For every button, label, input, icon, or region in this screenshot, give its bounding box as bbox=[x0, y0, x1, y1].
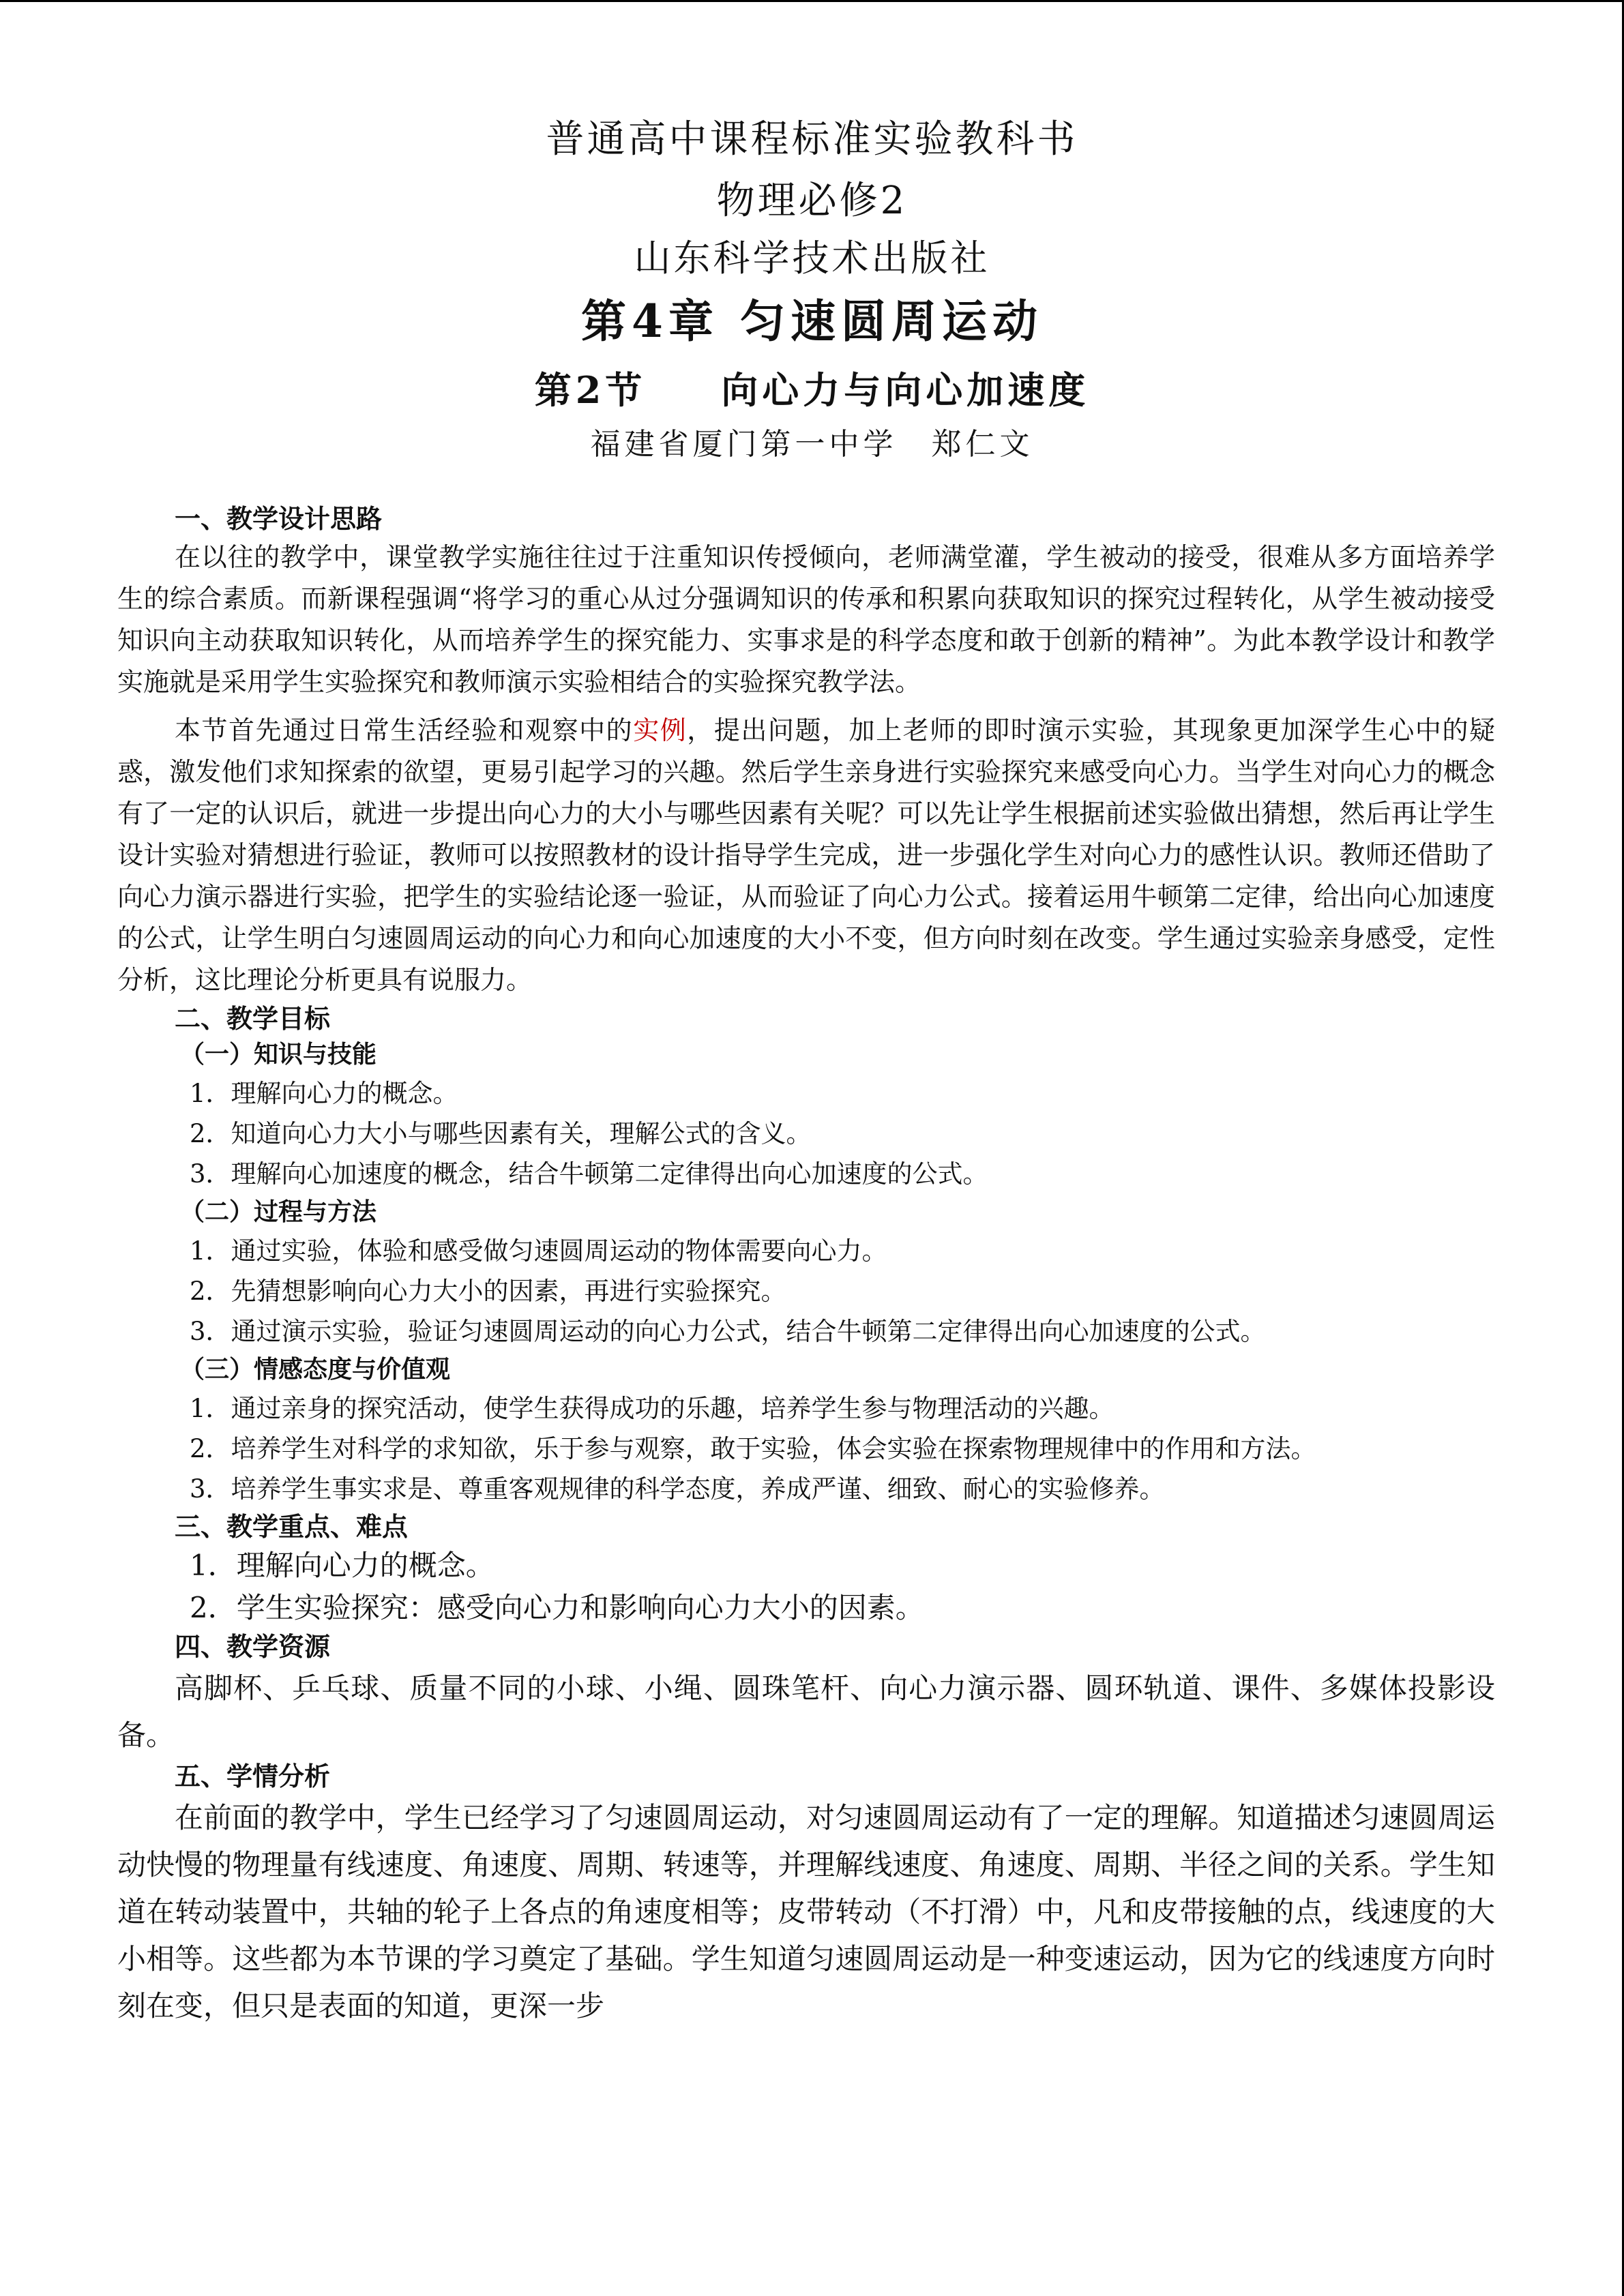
section-title-line bbox=[0, 361, 1624, 414]
publisher: 山东科学技术出版社 bbox=[634, 237, 990, 280]
author-school: 福建省厦门第一中学 bbox=[590, 427, 898, 462]
series-title: 普通高中课程标准实验教科书 bbox=[546, 117, 1078, 162]
learner-analysis-paragraph: 在前面的教学中，学生已经学习了匀速圆周运动，对匀速圆周运动有了一定的理解。知道描述匀速圆周运动快慢的物理量有线速度、角速度、周期、转速等，并理解线速度、角速度、周期、半径之间的关系。学生知道在转动装置中，共轴的轮子上各点的角速度相等；皮带转动（不打滑）中，凡和皮带接触的点，线速度的大小相等。这些都为本节课的学习奠定了基础。学生知道匀速圆周运动是一种变速运动，因为它的线速度方向时刻在变，但只是表面的知道，更深一步 bbox=[117, 1801, 1495, 2023]
heading-key-points: 三、教学重点、难点 bbox=[175, 1512, 409, 1542]
design-idea-paragraph-1: 在以往的教学中，课堂教学实施往往过于注重知识传授倾向，老师满堂灌，学生被动的接受，很难从多方面培养学生的综合素质。而新课程强调“将学习的重心从过分强调知识的传承和积累向获取知识的探究过程转化，从学生被动接受知识向主动获取知识转化，从而培养学生的探究能力、实事求是的科学态度和敢于创新的精神”。为此本教学设计和教学实施就是采用学生实验探究和教师演示实验相结合的实验探究教学法。 bbox=[117, 542, 1495, 697]
section-number: 第2节 bbox=[534, 368, 647, 412]
author-line bbox=[0, 419, 1624, 463]
heading-objectives: 二、教学目标 bbox=[175, 1004, 331, 1034]
document-body bbox=[117, 501, 1495, 2029]
subheading-process: （二）过程与方法 bbox=[180, 1198, 377, 1226]
list-item: 1．通过亲身的探究活动，使学生获得成功的乐趣，培养学生参与物理活动的兴趣。 bbox=[190, 1394, 1114, 1423]
book-title: 物理必修2 bbox=[716, 179, 908, 223]
list-item: 1．理解向心力的概念。 bbox=[190, 1549, 494, 1582]
heading-learner-analysis: 五、学情分析 bbox=[175, 1761, 331, 1791]
list-item: 3．理解向心加速度的概念，结合牛顿第二定律得出向心加速度的公式。 bbox=[190, 1159, 988, 1189]
list-item: 2．知道向心力大小与哪些因素有关，理解公式的含义。 bbox=[190, 1119, 812, 1148]
heading-resources: 四、教学资源 bbox=[175, 1632, 331, 1662]
subheading-attitude: （三）情感态度与价值观 bbox=[180, 1356, 451, 1384]
heading-design-idea: 一、教学设计思路 bbox=[175, 504, 383, 534]
subheading-knowledge: （一）知识与技能 bbox=[180, 1041, 377, 1069]
chapter-title: 第4章 匀速圆周运动 bbox=[581, 295, 1043, 348]
paragraph-text: ，提出问题，加上老师的即时演示实验，其现象更加深学生心中的疑惑，激发他们求知探索的欲望，更易引起学习的兴趣。然后学生亲身进行实验探究来感受向心力。当学生对向心力的概念有了一定的认识后，就进一步提出向心力的大小与哪些因素有关呢？可以先让学生根据前述实验做出猜想，然后再让学生设计实验对猜想进行验证，教师可以按照教材的设计指导学生完成，进一步强化学生对向心力的感性认识。教师还借助了向心力演示器进行实验，把学生的实验结论逐一验证，从而验证了向心力公式。接着运用牛顿第二定律，给出向心加速度的公式，让学生明白匀速圆周运动的向心力和向心加速度的大小不变，但方向时刻在改变。学生通过实验亲身感受，定性分析，这比理论分析更具有说服力。 bbox=[117, 715, 1495, 995]
section-title: 向心力与向心加速度 bbox=[721, 368, 1090, 412]
list-item: 3．通过演示实验，验证匀速圆周运动的向心力公式，结合牛顿第二定律得出向心加速度的公式。 bbox=[190, 1317, 1266, 1346]
list-item: 2．先猜想影响向心力大小的因素，再进行实验探究。 bbox=[190, 1277, 786, 1306]
page-border-top bbox=[0, 0, 1624, 2]
design-idea-paragraph-2 bbox=[117, 710, 1495, 1001]
list-item: 1．通过实验，体验和感受做匀速圆周运动的物体需要向心力。 bbox=[190, 1236, 887, 1266]
list-item: 2．培养学生对科学的求知欲，乐于参与观察，敢于实验，体会实验在探索物理规律中的作用和方法。 bbox=[190, 1434, 1316, 1463]
resources-paragraph: 高脚杯、乒乓球、质量不同的小球、小绳、圆珠笔杆、向心力演示器、圆环轨道、课件、多媒体投影设备。 bbox=[117, 1671, 1495, 1752]
author-name: 郑仁文 bbox=[931, 427, 1034, 462]
list-item: 2．学生实验探究：感受向心力和影响向心力大小的因素。 bbox=[190, 1591, 924, 1624]
highlighted-word: 实例 bbox=[633, 715, 688, 745]
list-item: 3．培养学生事实求是、尊重客观规律的科学态度，养成严谨、细致、耐心的实验修养。 bbox=[190, 1474, 1165, 1504]
paragraph-text: 本节首先通过日常生活经验和观察中的 bbox=[175, 715, 634, 745]
list-item: 1．理解向心力的概念。 bbox=[190, 1079, 458, 1108]
